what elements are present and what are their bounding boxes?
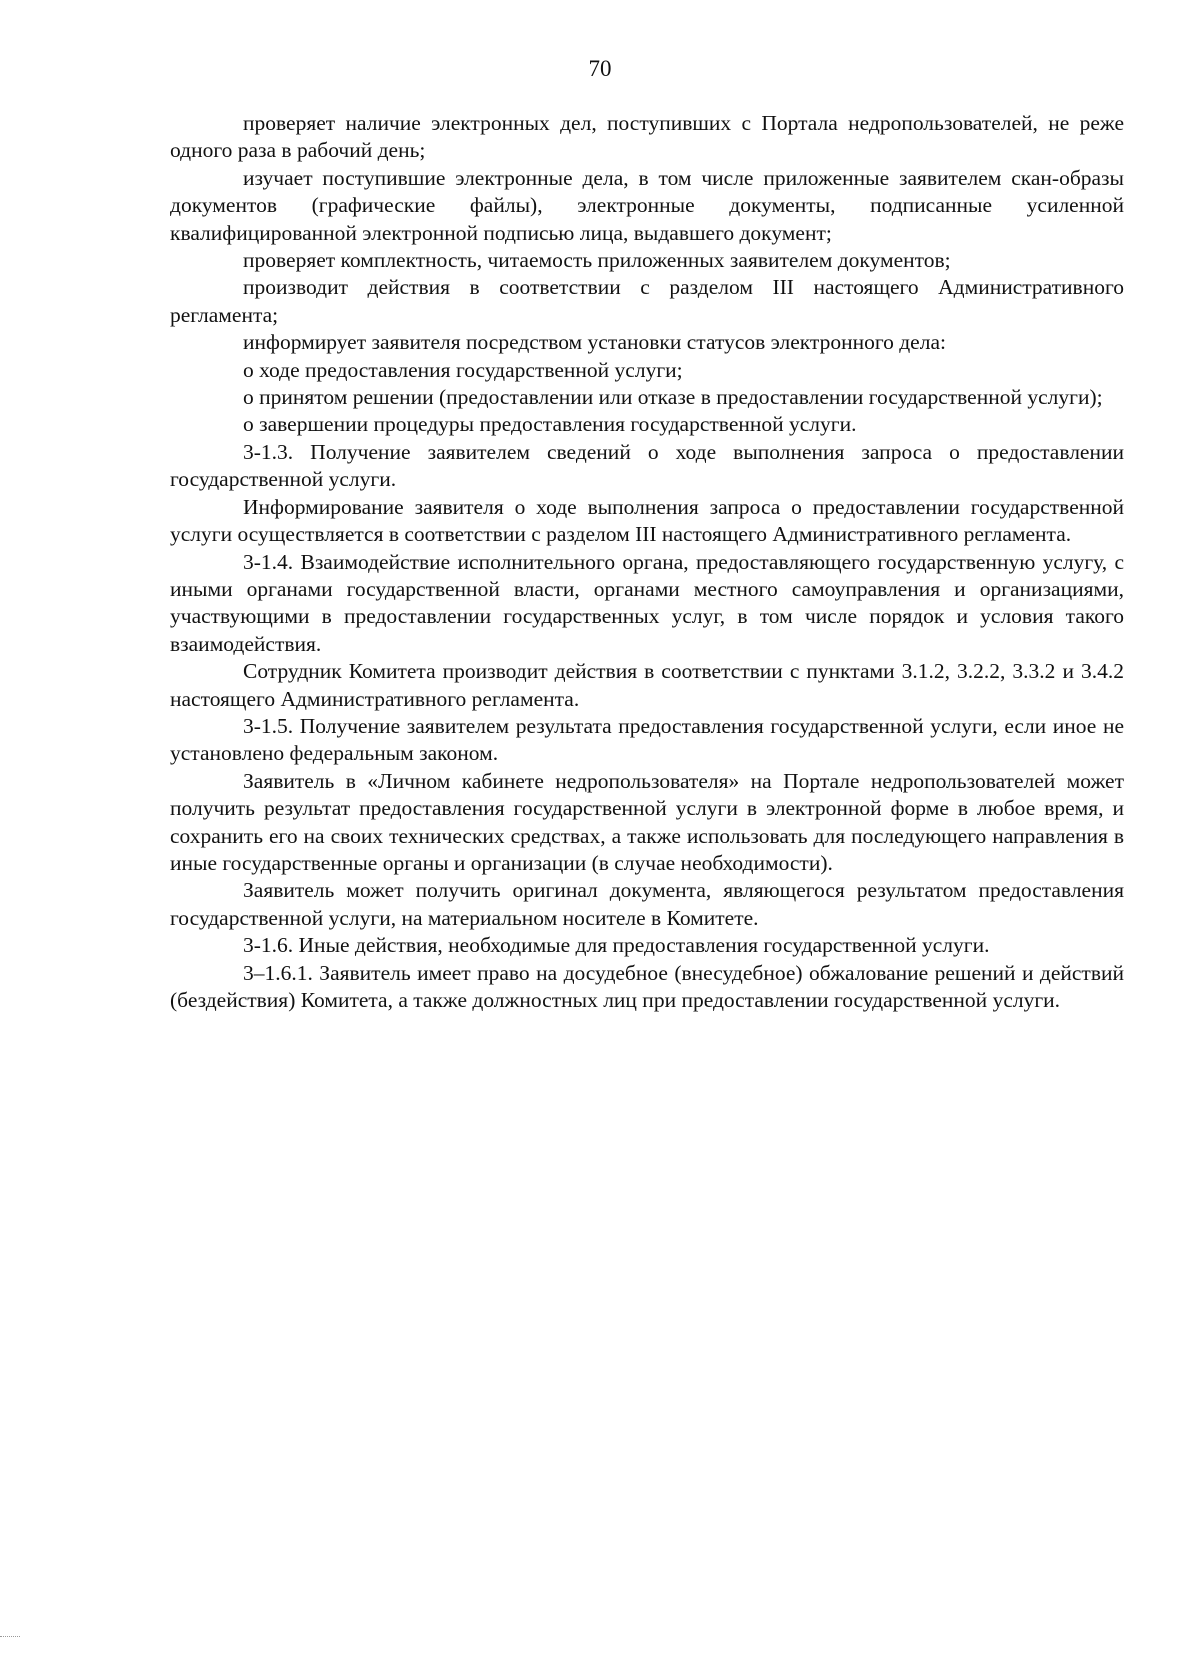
paragraph: Информирование заявителя о ходе выполнения запроса о предоставлении государственной услуги осуществляется в соответствии с разделом III настоящего Административного регламента.: [170, 494, 1124, 547]
section-heading-3-1-5: 3-1.5. Получение заявителем результата предоставления государственной услуги, если иное не установлено федеральным законом.: [170, 713, 1124, 766]
paragraph: Заявитель может получить оригинал документа, являющегося результатом предоставления государственной услуги, на материальном носителе в Комитете.: [170, 878, 1124, 930]
paragraph: производит действия в соответствии с разделом III настоящего Административного регламента;: [170, 275, 1124, 327]
scan-artifact-mark: [0, 1636, 20, 1641]
paragraph: о принятом решении (предоставлении или отказе в предоставлении государственной услуги);: [243, 385, 1103, 410]
document-body: [170, 110, 1124, 1014]
paragraph: Сотрудник Комитета производит действия в соответствии с пунктами 3.1.2, 3.2.2, 3.3.2 и 3.4.2 настоящего Административного регламента.: [170, 659, 1124, 711]
paragraph: Заявитель в «Личном кабинете недропользователя» на Портале недропользователей может получить результат предоставления государственной услуги в электронной форме в любое время, и сохранить его на своих технических средствах, а также использовать для последующего направления в иные государственные органы и организации (в случае необходимости).: [170, 768, 1124, 875]
paragraph: изучает поступившие электронные дела, в том числе приложенные заявителем скан-образы документов (графические файлы), электронные документы, подписанные усиленной квалифицированной электронной подписью лица, выдавшего документ;: [170, 165, 1124, 245]
paragraph: о ходе предоставления государственной услуги;: [243, 357, 683, 382]
paragraph: проверяет наличие электронных дел, поступивших с Портала недропользователей, не реже одного раза в рабочий день;: [170, 111, 1124, 163]
section-heading-3-1-6-1: 3–1.6.1. Заявитель имеет право на досудебное (внесудебное) обжалование решений и действий (бездействия) Комитета, а также должностных лиц при предоставлении государственной услуги.: [170, 960, 1124, 1012]
page-number: 70: [588, 56, 612, 81]
section-heading-3-1-4: 3-1.4. Взаимодействие исполнительного органа, предоставляющего государственную услугу, с иными органами государственной власти, органами местного самоуправления и организациями, участвующими в предоставлении государственных услуг, в том числе порядок и условия такого взаимодействия.: [170, 549, 1124, 656]
section-heading-3-1-3: 3-1.3. Получение заявителем сведений о ходе выполнения запроса о предоставлении государственной услуги.: [170, 439, 1124, 492]
paragraph: о завершении процедуры предоставления государственной услуги.: [243, 412, 857, 437]
paragraph: проверяет комплектность, читаемость приложенных заявителем документов;: [243, 248, 951, 273]
section-heading-3-1-6: 3-1.6. Иные действия, необходимые для предоставления государственной услуги.: [243, 933, 990, 958]
paragraph: информирует заявителя посредством установки статусов электронного дела:: [243, 330, 946, 355]
